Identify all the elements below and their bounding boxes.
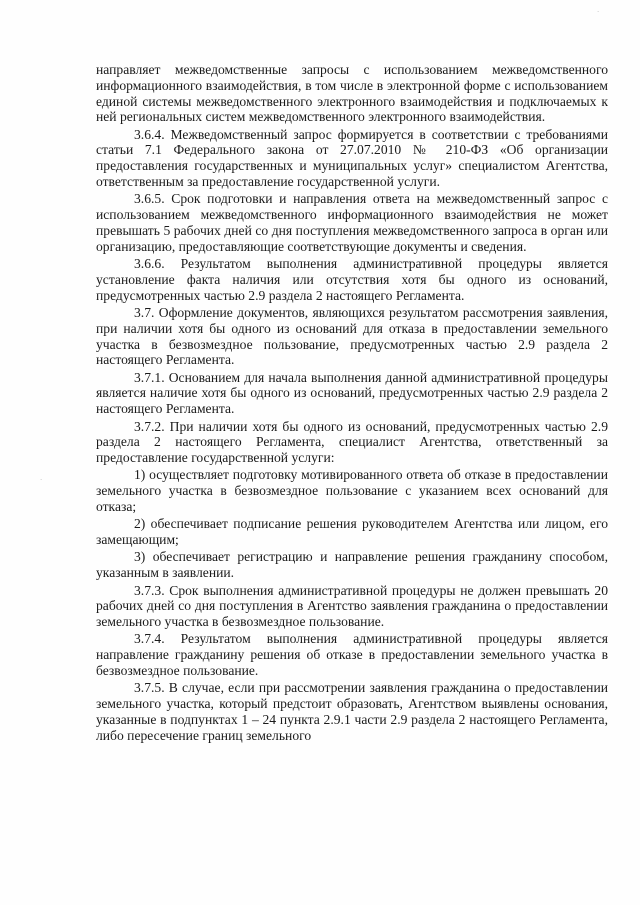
scan-speck: . bbox=[40, 474, 43, 482]
paragraph-3-7-4: 3.7.4. Результатом выполнения административной процедуры является направление гражданину решения об отказе в предоставлении земельного участка в безвозмездное пользование. bbox=[96, 631, 608, 678]
list-item-3: 3) обеспечивает регистрацию и направление решения гражданину способом, указанным в заявлении. bbox=[96, 549, 608, 581]
list-item-2: 2) обеспечивает подписание решения руководителем Агентства или лицом, его замещающим; bbox=[96, 516, 608, 548]
document-body bbox=[96, 62, 608, 745]
paragraph-3-7: 3.7. Оформление документов, являющихся результатом рассмотрения заявления, при наличии хотя бы одного из оснований для отказа в предоставлении земельного участка в безвозмездное пользование, предусмотренных частью 2.9 раздела 2 настоящего Регламента. bbox=[96, 304, 608, 368]
paragraph-continuation: направляет межведомственные запросы с использованием межведомственного информационного взаимодействия, в том числе в электронной форме с использованием единой системы межведомственного электронного взаимодействия и подключаемых к ней региональных систем межведомственного электронного взаимодействия. bbox=[96, 62, 608, 125]
paragraph-3-7-3: 3.7.3. Срок выполнения административной процедуры не должен превышать 20 рабочих дней со дня поступления в Агентство заявления гражданина о предоставлении земельного участка в безвозмездное пользование. bbox=[96, 582, 608, 630]
scan-speck: . bbox=[597, 6, 600, 14]
paragraph-3-7-5: 3.7.5. В случае, если при рассмотрении заявления гражданина о предоставлении земельного участка, который предстоит образовать, Агентством выявлены основания, указанные в подпунктах 1 – 24 пункта 2.9.1 части 2.9 раздела 2 настоящего Регламента, либо пересечение границ земельного bbox=[96, 680, 608, 743]
list-item-1: 1) осуществляет подготовку мотивированного ответа об отказе в предоставлении земельного участка в безвозмездное пользование с указанием всех оснований для отказа; bbox=[96, 467, 608, 515]
paragraph-3-6-4: 3.6.4. Межведомственный запрос формируется в соответствии с требованиями статьи 7.1 Федерального закона от 27.07.2010 № 210-ФЗ «Об организации предоставления государственных и муниципальных услуг» специалистом Агентства, ответственным за предоставление государственной услуги. bbox=[96, 126, 608, 190]
paragraph-3-6-5: 3.6.5. Срок подготовки и направления ответа на межведомственный запрос с использованием межведомственного информационного взаимодействия не может превышать 5 рабочих дней со дня поступления межведомственного запроса в орган или организацию, предоставляющие соответствующие документы и сведения. bbox=[96, 191, 608, 254]
paragraph-3-6-6: 3.6.6. Результатом выполнения административной процедуры является установление факта наличия или отсутствия хотя бы одного из оснований, предусмотренных частью 2.9 раздела 2 настоящего Регламента. bbox=[96, 256, 608, 303]
paragraph-3-7-1: 3.7.1. Основанием для начала выполнения данной административной процедуры является наличие хотя бы одного из оснований, предусмотренных частью 2.9 раздела 2 настоящего Регламента. bbox=[96, 369, 608, 417]
paragraph-3-7-2: 3.7.2. При наличии хотя бы одного из оснований, предусмотренных частью 2.9 раздела 2 настоящего Регламента, специалист Агентства, ответственный за предоставление государственной услуги: bbox=[96, 418, 608, 466]
